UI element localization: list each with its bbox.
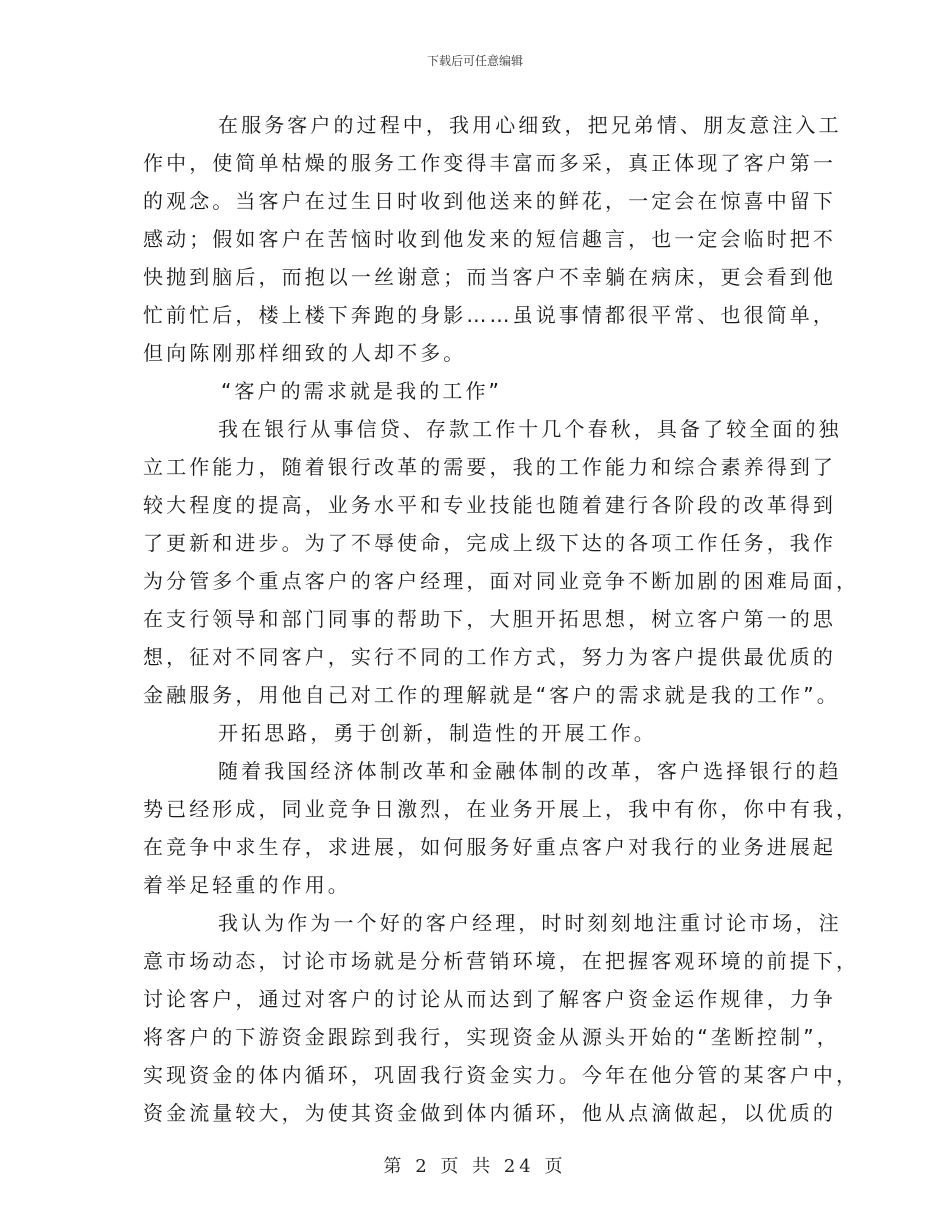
paragraph-line: 作中，使简单枯燥的服务工作变得丰富而多采，真正体现了客户第一 [143,151,836,175]
paragraph-line: 立工作能力，随着银行改革的需要，我的工作能力和综合素养得到了 [143,455,836,479]
paragraph-line: 但向陈刚那样细致的人却不多。 [143,341,467,365]
paragraph-line: 实现资金的体内循环，巩固我行资金实力。今年在他分管的某客户中， [143,1063,860,1087]
paragraph-line: 较大程度的提高，业务水平和专业技能也随着建行各阶段的改革得到 [143,493,836,517]
paragraph-line: 讨论客户，通过对客户的讨论从而达到了解客户资金运作规律，力争 [143,987,836,1011]
paragraph-line: 在竞争中求生存，求进展，如何服务好重点客户对我行的业务进展起 [143,835,836,859]
page-header-note: 下载后可任意编辑 [426,54,523,68]
paragraph-line: 着举足轻重的作用。 [143,873,351,897]
paragraph-line: 我认为作为一个好的客户经理，时时刻刻地注重讨论市场，注 [218,911,842,935]
document-body [143,106,860,1132]
page-number-footer: 第 2 页 共 24 页 [383,1156,567,1177]
section-heading: “客户的需求就是我的工作” [221,379,503,403]
paragraph-line: 势已经形成，同业竞争日激烈，在业务开展上，我中有你，你中有我， [143,797,860,821]
paragraph-line: 快抛到脑后，而抱以一丝谢意；而当客户不幸躺在病床，更会看到他 [143,265,836,289]
paragraph-line: 将客户的下游资金跟踪到我行，实现资金从源头开始的“垄断控制”， [143,1025,840,1049]
paragraph-line: 的观念。当客户在过生日时收到他送来的鲜花，一定会在惊喜中留下 [143,189,836,213]
paragraph-line: 在服务客户的过程中，我用心细致，把兄弟情、朋友意注入工 [218,113,842,137]
paragraph-line: 感动；假如客户在苦恼时收到他发来的短信趣言，也一定会临时把不 [143,227,836,251]
section-heading: 开拓思路，勇于创新，制造性的开展工作。 [218,721,657,745]
paragraph-line: 为分管多个重点客户的客户经理，面对同业竞争不断加剧的困难局面， [143,569,860,593]
paragraph-line: 随着我国经济体制改革和金融体制的改革，客户选择银行的趋 [218,759,842,783]
paragraph-line: 我在银行从事信贷、存款工作十几个春秋，具备了较全面的独 [218,417,842,441]
paragraph-line: 了更新和进步。为了不辱使命，完成上级下达的各项工作任务，我作 [143,531,836,555]
paragraph-line: 资金流量较大，为使其资金做到体内循环，他从点滴做起，以优质的 [143,1101,836,1125]
paragraph-line: 忙前忙后，楼上楼下奔跑的身影……虽说事情都很平常、也很简单， [143,303,836,327]
paragraph-line: 意市场动态，讨论市场就是分析营销环境，在把握客观环境的前提下， [143,949,860,973]
paragraph-line: 在支行领导和部门同事的帮助下，大胆开拓思想，树立客户第一的思 [143,607,836,631]
paragraph-line: 想，征对不同客户，实行不同的工作方式，努力为客户提供最优质的 [143,645,836,669]
paragraph-line: 金融服务，用他自己对工作的理解就是“客户的需求就是我的工作”。 [143,683,840,707]
